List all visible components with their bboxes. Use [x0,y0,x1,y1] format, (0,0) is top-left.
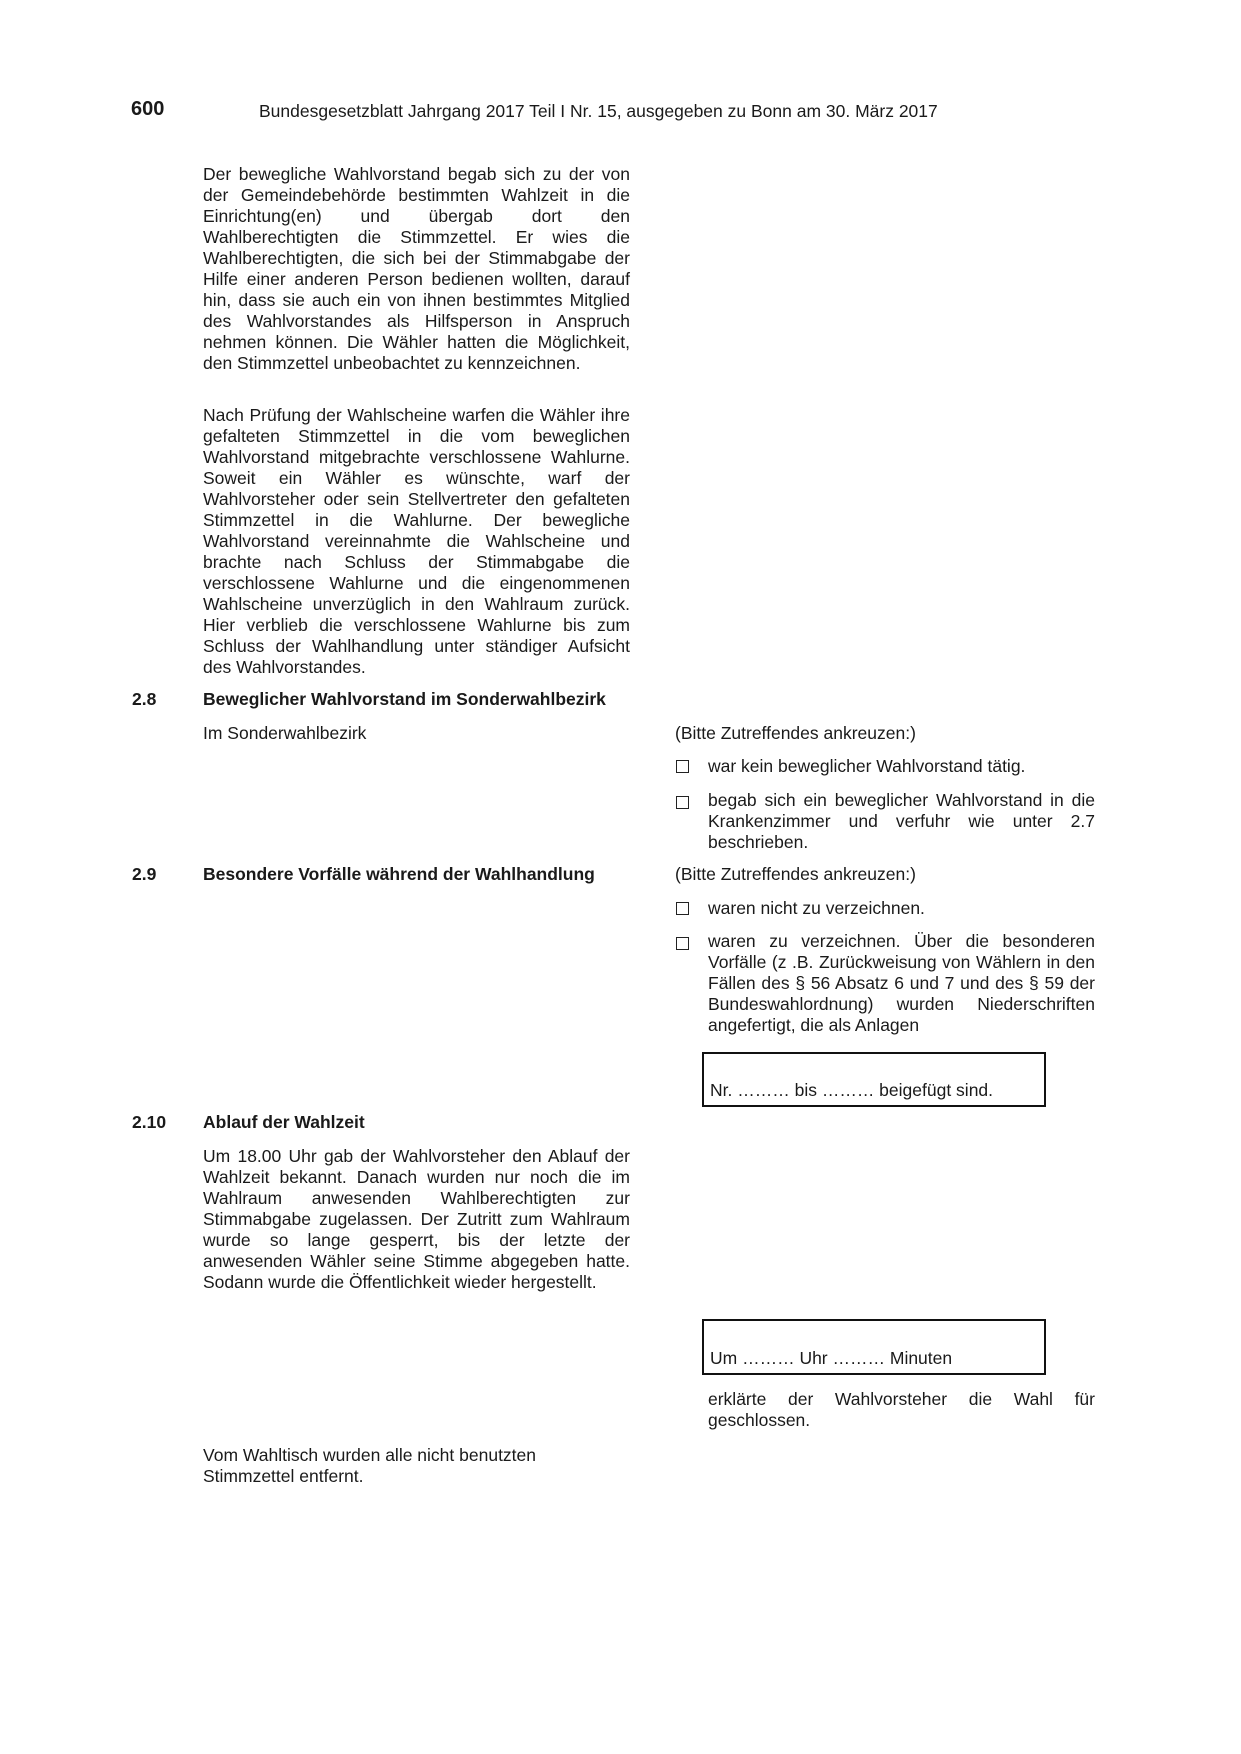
instruction-text-2-8: (Bitte Zutreffendes ankreuzen:) [675,723,916,743]
page-header: Bundesgesetzblatt Jahrgang 2017 Teil I Nr. 15, ausgegeben zu Bonn am 30. März 2017 [259,101,938,121]
option-incidents-recorded: waren zu verzeichnen. Über die besonderen Vorfälle (z .B. Zurückweisung von Wählern in den Fällen des § 56 Absatz 6 und 7 und des § 59 der Bundeswahlordnung) wurden Niederschriften angefertigt, die als Anlagen [708,931,1095,1035]
option-no-mobile-board: war kein beweglicher Wahlvorstand tätig. [708,756,1026,776]
attachments-box-text: Nr. ……… bis ……… beigefügt sind. [710,1080,994,1100]
closing-time-box-text: Um ……… Uhr ……… Minuten [710,1348,953,1368]
paragraph-mobile-board: Der bewegliche Wahlvorstand begab sich zu der von der Gemeindebehörde bestimmten Wahlzeit in die Einrichtung(en) und übergab dort den Wahlberechtigten die Stimmzettel. Er wies die Wahlberechtigten, die sich bei der Stimmabgabe der Hilfe einer anderen Person bedienen wollten, darauf hin, dass sie auch ein von ihnen bestimmtes Mitglied des Wahlvorstandes als Hilfsperson in Anspruch nehmen können. Die Wähler hatten die Möglichkeit, den Stimmzettel unbeobachtet zu kennzeichnen. [203,164,630,373]
attachments-box[interactable] [702,1052,1046,1107]
section-number-2-10: 2.10 [132,1112,167,1132]
paragraph-end-of-voting: Um 18.00 Uhr gab der Wahlvorsteher den Ablauf der Wahlzeit bekannt. Danach wurden nur noch die im Wahlraum anwesenden Wahlberechtigten zur Stimmabgabe zugelassen. Der Zutritt zum Wahlraum wurde so lange gesperrt, bis der letzte der anwesenden Wähler seine Stimme abgegeben hatte. Sodann wurde die Öffentlichkeit wieder hergestellt. [203,1146,630,1292]
closing-time-box[interactable] [702,1319,1046,1375]
section-title-2-10: Ablauf der Wahlzeit [203,1112,365,1132]
unused-ballots-text: Vom Wahltisch wurden alle nicht benutzten Stimmzettel entfernt. [203,1445,537,1486]
special-district-label: Im Sonderwahlbezirk [203,723,367,743]
section-number-2-9: 2.9 [132,864,157,884]
section-number-2-8: 2.8 [132,689,157,709]
section-title-2-8: Beweglicher Wahlvorstand im Sonderwahlbezirk [203,689,606,709]
section-title-2-9: Besondere Vorfälle während der Wahlhandlung [203,864,595,884]
checkbox-no-mobile-board[interactable] [676,760,689,773]
checkbox-incidents-recorded[interactable] [676,937,689,950]
option-mobile-board-active: begab sich ein beweglicher Wahlvorstand in die Krankenzimmer und verfuhr wie unter 2.7 beschrieben. [708,790,1095,852]
checkbox-mobile-board-active[interactable] [676,796,689,809]
page-number: 600 [131,98,165,120]
checkbox-no-incidents[interactable] [676,902,689,915]
instruction-text-2-9: (Bitte Zutreffendes ankreuzen:) [675,864,916,884]
option-no-incidents: waren nicht zu verzeichnen. [708,898,925,918]
closing-declaration-text: erklärte der Wahlvorsteher die Wahl für geschlossen. [708,1389,1095,1430]
paragraph-ballot-procedure: Nach Prüfung der Wahlscheine warfen die Wähler ihre gefalteten Stimmzettel in die vom beweglichen Wahlvorstand mitgebrachte verschlossene Wahlurne. Soweit ein Wähler es wünschte, warf der Wahlvorsteher oder sein Stellvertreter den gefalteten Stimmzettel in die Wahlurne. Der bewegliche Wahlvorstand vereinnahmte die Wahlscheine und brachte nach Schluss der Stimmabgabe die verschlossene Wahlurne und die eingenommenen Wahlscheine unverzüglich in den Wahlraum zurück. Hier verblieb die verschlossene Wahlurne bis zum Schluss der Wahlhandlung unter ständiger Aufsicht des Wahlvorstandes. [203,405,630,677]
